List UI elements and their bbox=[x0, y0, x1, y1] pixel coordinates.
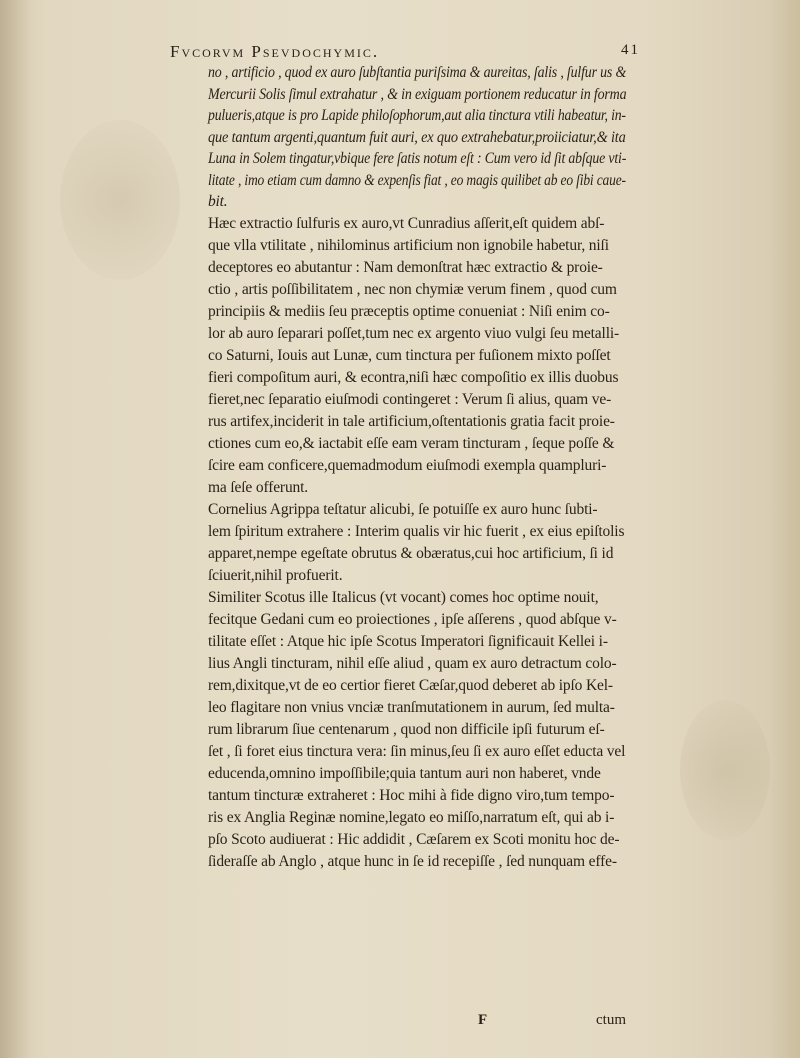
text-line: litate , imo etiam cum damno & expenſis fiat , eo magis quilibet ab eo ſibi caue- bbox=[208, 171, 626, 189]
text-line: educenda,omnino impoſſibile;quia tantum auri non haberet, vnde bbox=[208, 764, 601, 782]
text-line: rum librarum ſiue centenarum , quod non difficile ipſi futurum eſ- bbox=[208, 720, 605, 738]
main-text bbox=[208, 62, 626, 873]
text-line: lius Angli tincturam, nihil eſſe aliud , quam ex auro detractum colo- bbox=[208, 654, 617, 672]
text-line: ſideraſſe ab Anglo , atque hunc in ſe id recepiſſe , ſed nunquam effe- bbox=[208, 852, 617, 870]
text-line: Similiter Scotus ille Italicus (vt vocant) comes hoc optime nouit, bbox=[208, 588, 599, 606]
page-gutter-shadow bbox=[0, 0, 30, 1058]
text-line: ris ex Anglia Reginæ nomine,legato eo miſſo,narratum eſt, qui ab i- bbox=[208, 808, 615, 826]
text-line: pſo Scoto audiuerat : Hic addidit , Cæſarem ex Scoti monitu hoc de- bbox=[208, 830, 620, 848]
text-line: ſcire eam conficere,quemadmodum eiuſmodi exempla quampluri- bbox=[208, 456, 607, 474]
running-title: Fvcorvm Psevdochymic. bbox=[170, 42, 380, 61]
text-line: lem ſpiritum extrahere : Interim qualis vir hic fuerit , ex eius epiſtolis bbox=[208, 522, 625, 540]
text-line: Mercurii Solis ſimul extrahatur , & in exiguam portionem reducatur in forma bbox=[208, 85, 627, 103]
text-line: Luna in Solem tingatur,vbique fere ſatis notum eſt : Cum vero id ſit abſque vti- bbox=[208, 150, 627, 167]
text-line: tantum tincturæ extraheret : Hoc mihi à fide digno viro,tum tempo- bbox=[208, 786, 615, 804]
text-line: ctio , artis poſſibilitatem , nec non chymiæ verum finem , quod cum bbox=[208, 280, 617, 298]
body-text bbox=[208, 213, 626, 873]
text-line: Cornelius Agrippa teſtatur alicubi, ſe potuiſſe ex auro hunc ſubti- bbox=[208, 500, 598, 518]
text-line: ma ſeſe offerunt. bbox=[208, 478, 309, 496]
page-number: 41 bbox=[621, 42, 640, 58]
text-line: fecitque Gedani cum eo proiectiones , ipſe aſſerens , quod abſque v- bbox=[208, 610, 617, 628]
italic-paragraph bbox=[208, 62, 626, 213]
text-line: rus artifex,inciderit in tale artificium,oſtentationis gratia facit proie- bbox=[208, 412, 615, 430]
text-line: bit. bbox=[208, 193, 228, 210]
text-line: rem,dixitque,vt de eo certior fieret Cæſar,quod deberet ab ipſo Kel- bbox=[208, 676, 613, 694]
paper-stain bbox=[60, 120, 180, 280]
text-line: leo flagitare non vnius vnciæ tranſmutationem in aurum, ſed multa- bbox=[208, 698, 615, 716]
text-line: deceptores eo abutantur : Nam demonſtrat hæc extractio & proie- bbox=[208, 258, 603, 276]
text-line: que vlla vtilitate , nihilominus artificium non ignobile habetur, niſi bbox=[208, 236, 609, 254]
text-line: apparet,nempe egeſtate obrutus & obæratus,cui hoc artificium, ſi id bbox=[208, 544, 614, 562]
paper-stain bbox=[680, 700, 770, 840]
catchword: ctum bbox=[596, 1012, 626, 1028]
text-line: pulueris,atque is pro Lapide philoſophorum,aut alia tinctura vtili habeatur, in- bbox=[208, 107, 626, 124]
text-line: fieri compoſitum auri, & econtra,niſi hæc compoſitio ex illis duobus bbox=[208, 368, 619, 386]
text-line: fieret,nec ſeparatio eiuſmodi contingeret : Verum ſi alius, quam ve- bbox=[208, 390, 612, 408]
text-line: ctiones cum eo,& iactabit eſſe eam veram tincturam , ſeque poſſe & bbox=[208, 434, 615, 452]
text-line: ſet , ſi foret eius tinctura vera: ſin minus,ſeu ſi ex auro eſſet educta vel bbox=[208, 742, 626, 760]
text-line: co Saturni, Iouis aut Lunæ, cum tinctura per fuſionem mixto poſſet bbox=[208, 346, 611, 364]
text-line: principiis & mediis ſeu præceptis optime conueniat : Niſi enim co- bbox=[208, 302, 610, 320]
text-line: ſciuerit,nihil profuerit. bbox=[208, 566, 343, 584]
page-footer bbox=[208, 1012, 626, 1032]
text-line: Hæc extractio ſulfuris ex auro,vt Cunradius aſſerit,eſt quidem abſ- bbox=[208, 214, 605, 232]
signature-mark: F bbox=[478, 1012, 488, 1028]
text-line: lor ab auro ſeparari poſſet,tum nec ex argento viuo vulgi ſeu metalli- bbox=[208, 324, 620, 342]
text-line: que tantum argenti,quantum fuit auri, ex quo extrahebatur,proiiciatur,& ita bbox=[208, 128, 626, 146]
text-line: tilitate eſſet : Atque hic ipſe Scotus Imperatori ſignificauit Kellei i- bbox=[208, 632, 608, 650]
text-line: no , artificio , quod ex auro ſubſtantia puriſsima & aureitas, ſalis , ſulfur us & bbox=[208, 64, 627, 81]
